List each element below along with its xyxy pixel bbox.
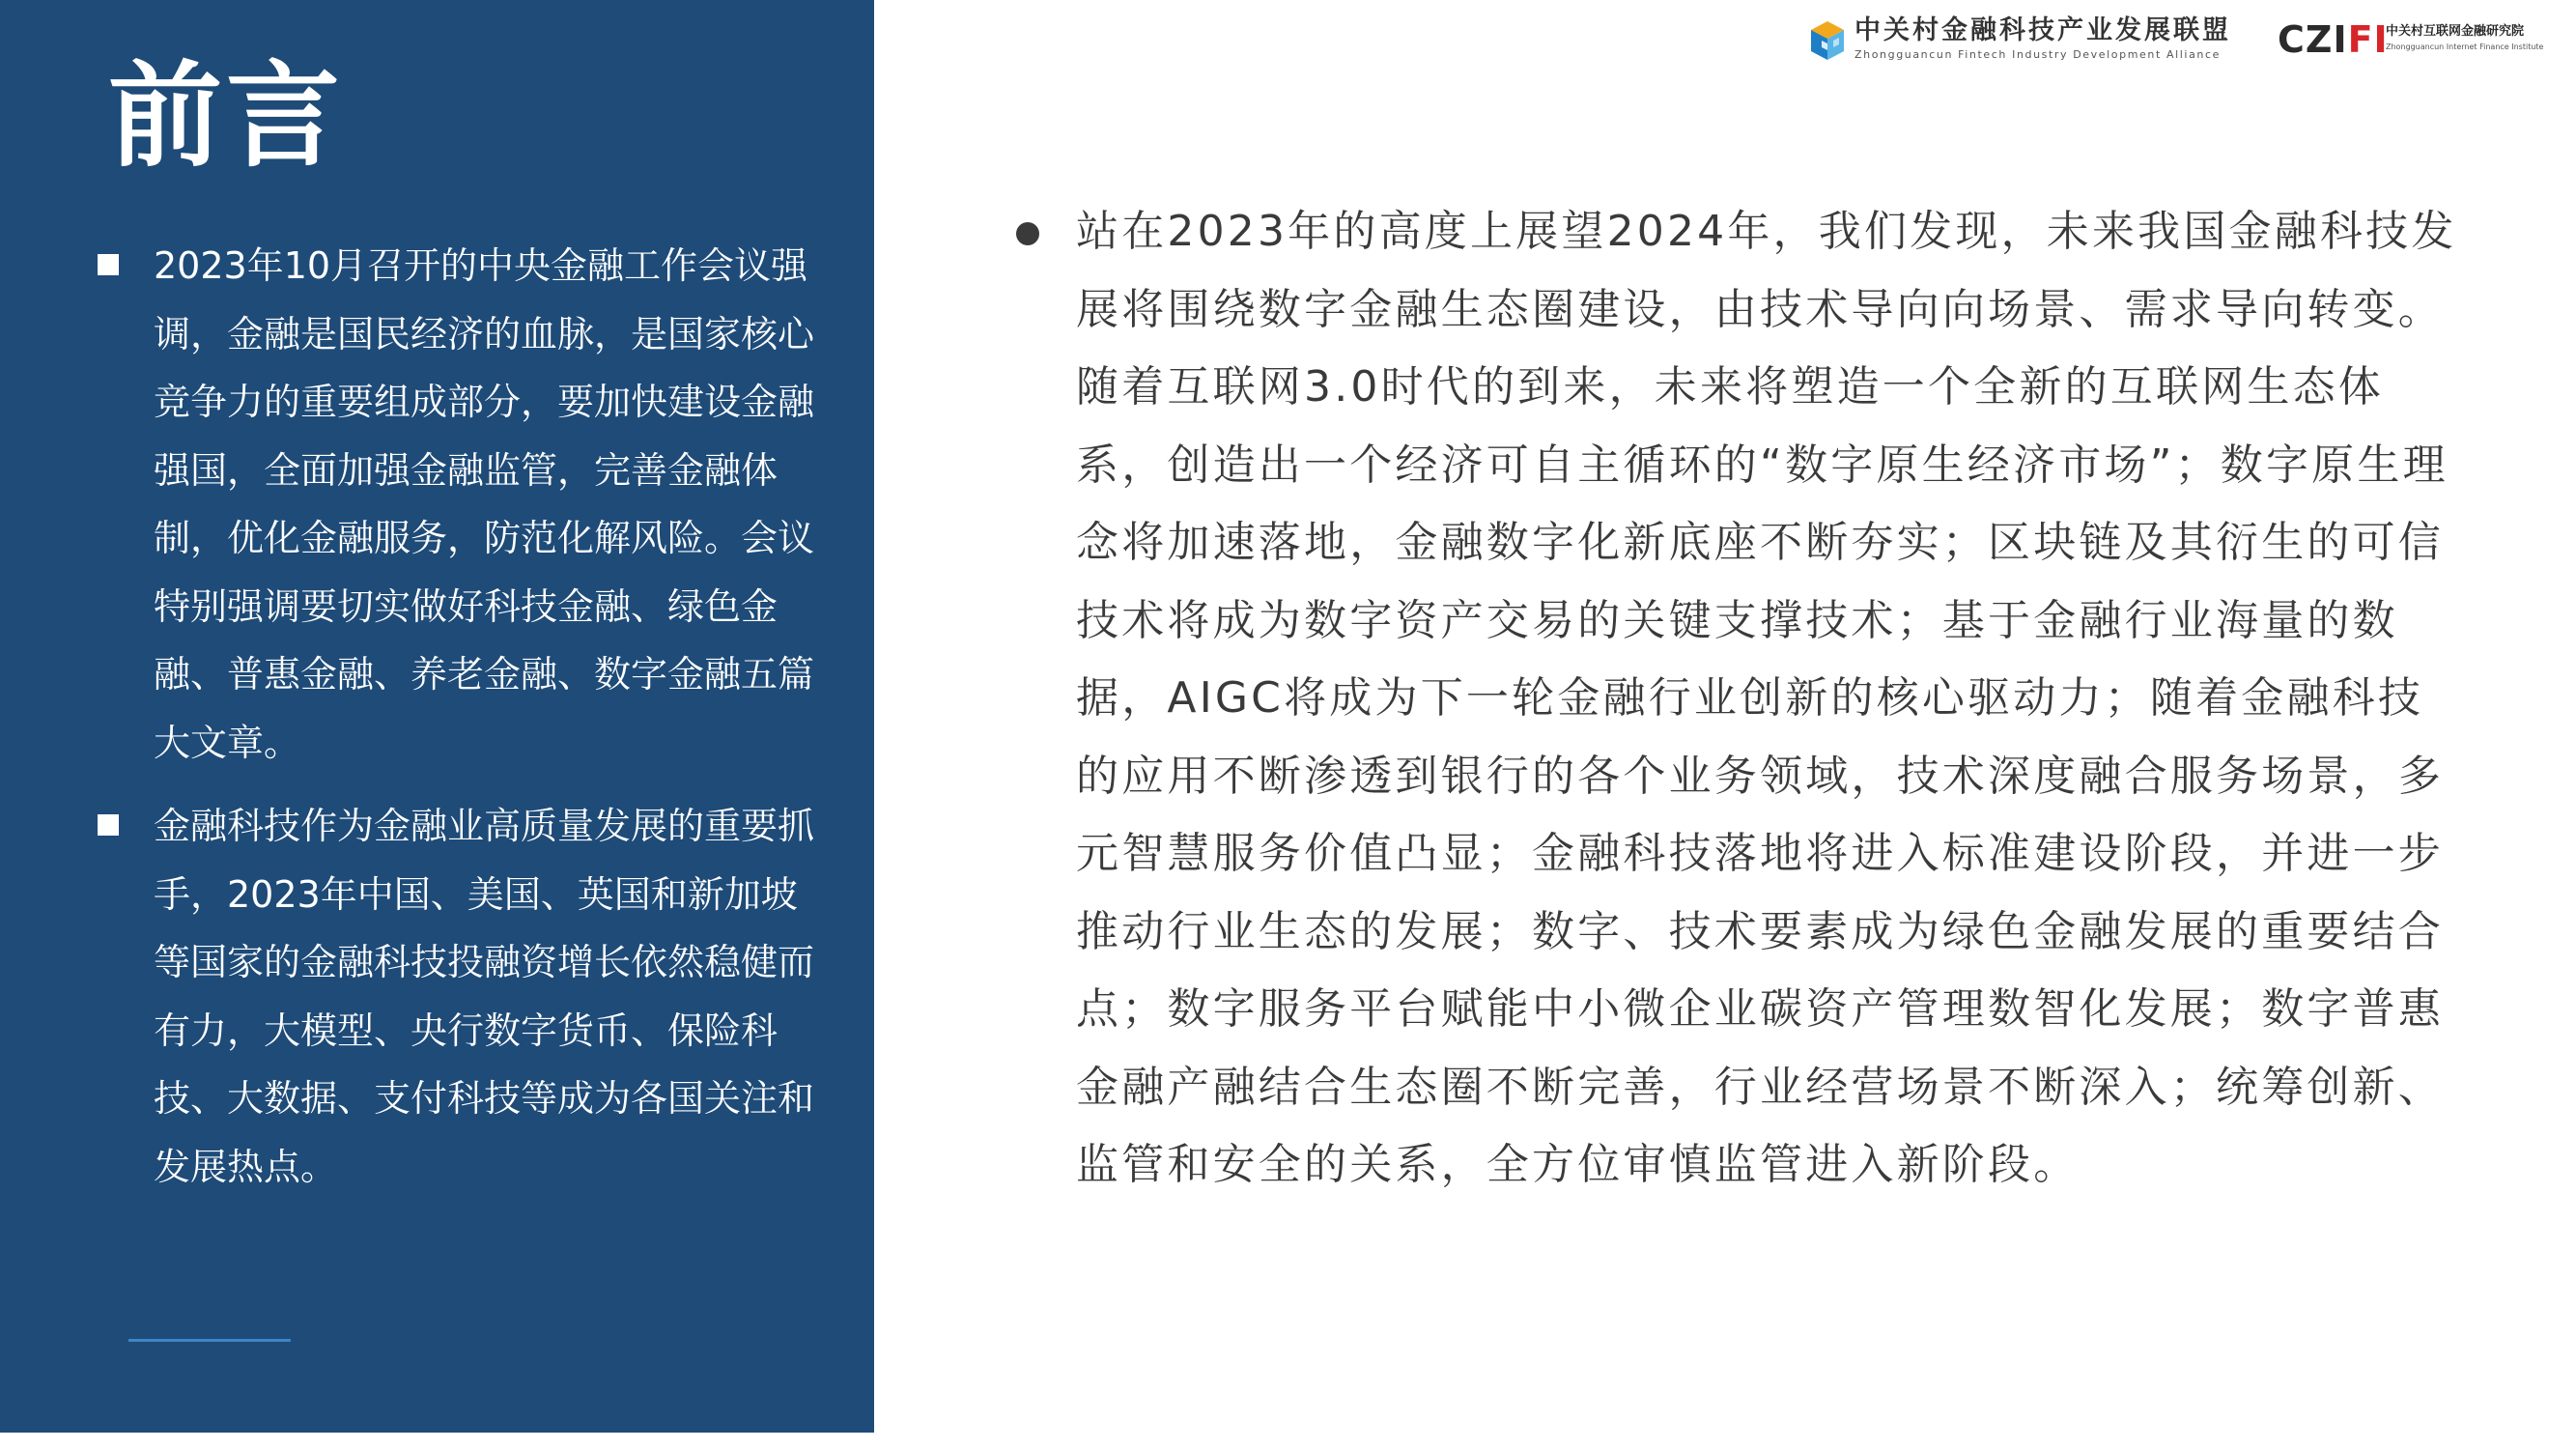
decorative-underline [128, 1339, 291, 1342]
square-bullet-icon [98, 814, 119, 836]
round-bullet-icon [1016, 222, 1039, 245]
czifi-wordmark-main: CZI [2278, 18, 2348, 61]
czifi-logo [2278, 15, 2558, 70]
left-point-text: 金融科技作为金融业高质量发展的重要抓手，2023年中国、美国、英国和新加坡等国家的金融科技投融资增长依然稳健而有力，大模型、央行数字货币、保险科技、大数据、支付科技等成为各国关注和发展热点。 [154, 805, 815, 1188]
alliance-name-cn: 中关村金融科技产业发展联盟 [1854, 15, 2231, 45]
left-list-item [92, 232, 826, 777]
zgc-fintech-alliance-logo [1808, 14, 2243, 68]
square-bullet-icon [98, 254, 119, 275]
bottom-strip [0, 1433, 2576, 1449]
right-list-item [1005, 193, 2457, 1205]
alliance-name-en: Zhongguancun Fintech Industry Development Alliance [1854, 48, 2222, 61]
page-title: 前言 [108, 49, 345, 183]
institute-name-en: Zhongguancun Internet Finance Institute [2386, 43, 2544, 51]
right-content [1005, 193, 2457, 1205]
left-point-text: 2023年10月召开的中央金融工作会议强调，金融是国民经济的血脉，是国家核心竞争力的重要组成部分，要加快建设金融强国，全面加强金融监管，完善金融体制，优化金融服务，防范化解风险。会议特别强调要切实做好科技金融、绿色金融、普惠金融、养老金融、数字金融五篇大文章。 [154, 244, 815, 764]
czifi-wordmark [2278, 19, 2389, 60]
institute-name-cn: 中关村互联网金融研究院 [2386, 24, 2525, 39]
right-point-text: 站在2023年的高度上展望2024年，我们发现，未来我国金融科技发展将围绕数字金融生态圈建设，由技术导向向场景、需求导向转变。随着互联网3.0时代的到来，未来将塑造一个全新的互联网生态体系，创造出一个经济可自主循环的“数字原生经济市场”；数字原生理念将加速落地，金融数字化新底座不断夯实；区块链及其衍生的可信技术将成为数字资产交易的关键支撑技术；基于金融行业海量的数据，AIGC将成为下一轮金融行业创新的核心驱动力；随着金融科技的应用不断渗透到银行的各个业务领域，技术深度融合服务场景，多元智慧服务价值凸显；金融科技落地将进入标准建设阶段，并进一步推动行业生态的发展；数字、技术要素成为绿色金融发展的重要结合点；数字服务平台赋能中小微企业碳资产管理数智化发展；数字普惠金融产融结合生态圈不断完善，行业经营场景不断深入；统筹创新、监管和安全的关系，全方位审慎监管进入新阶段。 [1076, 207, 2457, 1189]
left-panel [0, 0, 874, 1449]
czifi-wordmark-accent: FI [2347, 18, 2389, 61]
left-list-item [92, 792, 826, 1201]
left-bullet-list [92, 232, 826, 1216]
cube-logo-icon [1808, 19, 1847, 62]
